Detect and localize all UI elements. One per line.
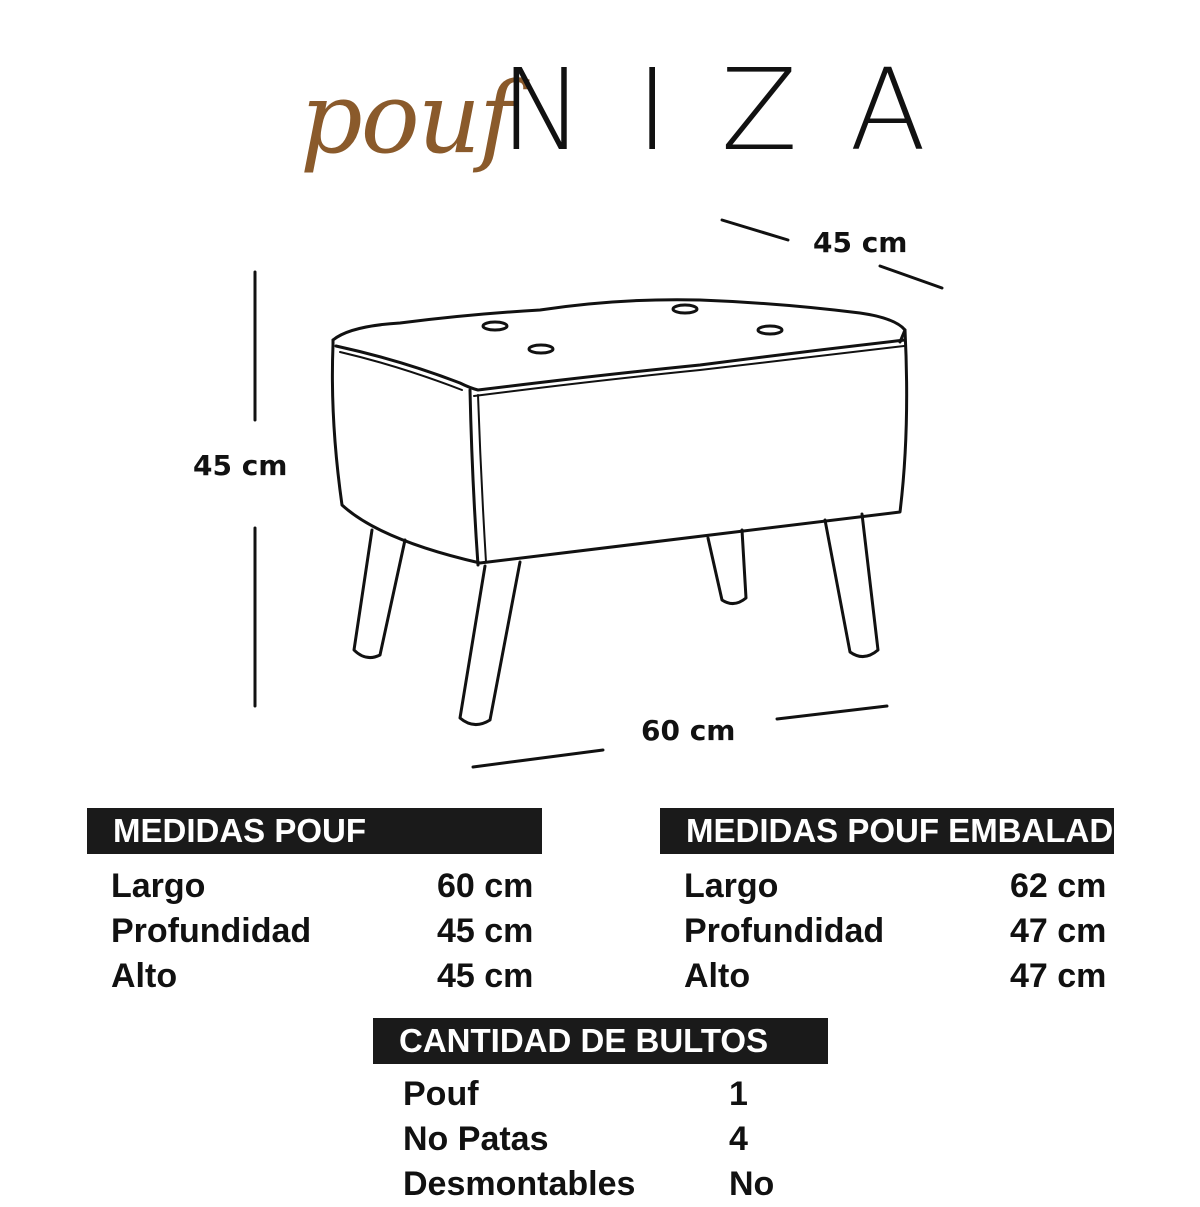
spec-label: Alto: [684, 957, 751, 995]
leg-front-center: [460, 562, 520, 725]
medidas-embalado-heading: MEDIDAS POUF EMBALADO: [660, 808, 1114, 854]
depth-label: 45 cm: [813, 226, 908, 259]
depth-dimension-line: [880, 266, 942, 288]
cushion-body: [332, 330, 906, 563]
spec-row: [111, 909, 566, 954]
depth-dimension-line: [722, 220, 788, 240]
spec-row: [111, 864, 566, 909]
tuft-button: [758, 326, 782, 334]
spec-row: [111, 954, 566, 999]
tuft-button: [529, 345, 553, 353]
spec-value: 60 cm: [437, 867, 534, 905]
bultos-heading: CANTIDAD DE BULTOS: [373, 1018, 828, 1064]
spec-value: 47 cm: [1010, 912, 1107, 950]
spec-row: [403, 1117, 858, 1162]
width-label: 60 cm: [641, 714, 736, 747]
width-dimension-line: [777, 706, 887, 719]
medidas-pouf-heading: MEDIDAS POUF: [87, 808, 542, 854]
bultos-section: [373, 1018, 828, 1203]
spec-label: Largo: [111, 867, 206, 905]
title-script-pouf: pouf: [300, 62, 514, 176]
spec-value: 47 cm: [1010, 957, 1107, 995]
leg-back-center: [708, 530, 746, 604]
spec-label: Profundidad: [684, 912, 885, 950]
spec-label: Desmontables: [403, 1165, 636, 1203]
spec-row: [684, 864, 1138, 909]
spec-label: Pouf: [403, 1075, 479, 1113]
cushion-top: [333, 300, 905, 342]
spec-row: [684, 954, 1138, 999]
spec-label: Profundidad: [111, 912, 312, 950]
spec-value: 62 cm: [1010, 867, 1107, 905]
spec-label: Largo: [684, 867, 779, 905]
cushion-piping: [336, 340, 905, 390]
spec-label: No Patas: [403, 1120, 549, 1158]
height-label: 45 cm: [193, 449, 288, 482]
width-dimension-line: [473, 750, 603, 767]
tuft-button: [673, 305, 697, 313]
medidas-pouf-section: [87, 808, 542, 995]
spec-value: 1: [729, 1075, 748, 1113]
medidas-embalado-section: [660, 808, 1139, 995]
title-niza: NIZA: [500, 46, 979, 176]
spec-value: 45 cm: [437, 957, 534, 995]
spec-row: [403, 1162, 858, 1207]
spec-value: No: [729, 1165, 775, 1203]
tuft-button: [483, 322, 507, 330]
leg-front-left: [354, 530, 405, 658]
spec-value: 4: [729, 1120, 748, 1158]
spec-value: 45 cm: [437, 912, 534, 950]
leg-front-right: [825, 514, 878, 657]
spec-row: [403, 1072, 858, 1117]
spec-row: [684, 909, 1138, 954]
spec-label: Alto: [111, 957, 178, 995]
